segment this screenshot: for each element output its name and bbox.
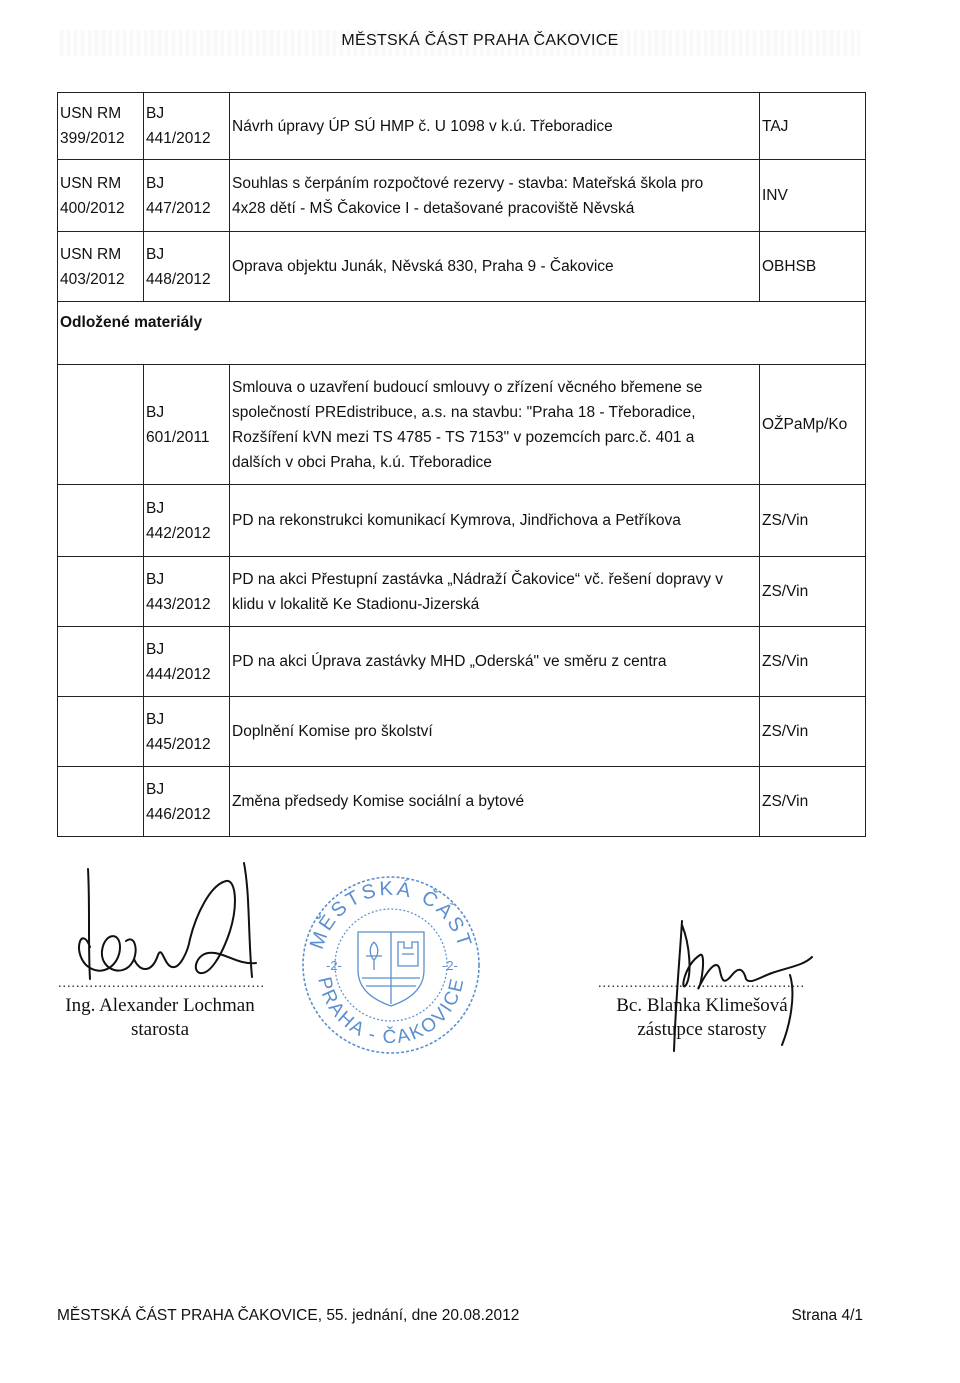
stamp-bottom-text: PRAHA - ČAKOVICE (313, 975, 469, 1049)
material-number: BJ 445/2012 (144, 697, 230, 767)
empty-cell (58, 485, 144, 557)
signature-line-left: .............................................. (58, 976, 265, 991)
footer-meeting-info: MĚSTSKÁ ČÁST PRAHA ČAKOVICE, 55. jednání, dne 20.08.2012 (57, 1307, 520, 1324)
empty-cell (58, 557, 144, 627)
responsible-dept: INV (760, 160, 866, 232)
table-row (58, 365, 866, 485)
coat-of-arms-icon (358, 932, 424, 1006)
table-row (58, 767, 866, 837)
material-number: BJ 446/2012 (144, 767, 230, 837)
responsible-dept: OŽPaMp/Ko (760, 365, 866, 485)
table-row (58, 557, 866, 627)
responsible-dept: ZS/Vin (760, 697, 866, 767)
responsible-dept: ZS/Vin (760, 627, 866, 697)
material-number: BJ 444/2012 (144, 627, 230, 697)
empty-cell (58, 365, 144, 485)
table-row (58, 93, 866, 160)
stamp-left-mark: -2- (326, 958, 342, 973)
empty-cell (58, 697, 144, 767)
responsible-dept: ZS/Vin (760, 767, 866, 837)
material-number: BJ 442/2012 (144, 485, 230, 557)
material-number: BJ 448/2012 (144, 232, 230, 302)
item-description: PD na rekonstrukci komunikací Kymrova, Jindřichova a Petříkova (230, 485, 760, 557)
empty-cell (58, 767, 144, 837)
item-description: PD na akci Přestupní zastávka „Nádraží Čakovice“ vč. řešení dopravy v klidu v lokalitě Ke Stadionu-Jizerská (230, 557, 760, 627)
responsible-dept: TAJ (760, 93, 866, 160)
resolution-number: USN RM 399/2012 (58, 93, 144, 160)
section-title: Odložené materiály (58, 302, 866, 365)
official-stamp (296, 870, 486, 1060)
item-description: Souhlas s čerpáním rozpočtové rezervy - stavba: Mateřská škola pro 4x28 dětí - MŠ Čakovice I - detašované pracoviště Něvská (230, 160, 760, 232)
deputy-name: Bc. Blanka Klimešová (616, 995, 788, 1016)
signatory-left (40, 994, 280, 1042)
item-description: Oprava objektu Junák, Něvská 830, Praha 9 - Čakovice (230, 232, 760, 302)
mayor-handwritten-signature (60, 855, 270, 985)
mayor-role: starosta (130, 1019, 190, 1040)
signature-line-right: .............................................. (598, 976, 805, 991)
resolution-number: USN RM 403/2012 (58, 232, 144, 302)
page-header: MĚSTSKÁ ČÁST PRAHA ČAKOVICE (341, 32, 619, 49)
item-description: Smlouva o uzavření budoucí smlouvy o zřízení věcného břemene se společností PREdistribuce, a.s. na stavbu: "Praha 18 - Třeboradice, Rozšíření kVN mezi TS 4785 - TS 7153" v pozemcích parc.č. 401 a dalších v obci Praha, k.ú. Třeboradice (230, 365, 760, 485)
item-description: Doplnění Komise pro školství (230, 697, 760, 767)
responsible-dept: ZS/Vin (760, 557, 866, 627)
table-row (58, 232, 866, 302)
table-row (58, 160, 866, 232)
stamp-top-text: MĚSTSKÁ ČÁST (305, 877, 477, 953)
section-row (58, 302, 866, 365)
stamp-right-mark: -2- (442, 958, 458, 973)
table-row (58, 697, 866, 767)
agenda-table (57, 92, 866, 837)
material-number: BJ 447/2012 (144, 160, 230, 232)
item-description: Návrh úpravy ÚP SÚ HMP č. U 1098 v k.ú. Třeboradice (230, 93, 760, 160)
responsible-dept: ZS/Vin (760, 485, 866, 557)
material-number: BJ 443/2012 (144, 557, 230, 627)
empty-cell (58, 627, 144, 697)
resolution-number: USN RM 400/2012 (58, 160, 144, 232)
responsible-dept: OBHSB (760, 232, 866, 302)
material-number: BJ 441/2012 (144, 93, 230, 160)
material-number: BJ 601/2011 (144, 365, 230, 485)
item-description: PD na akci Úprava zastávky MHD „Oderská" ve směru z centra (230, 627, 760, 697)
table-row (58, 485, 866, 557)
mayor-name: Ing. Alexander Lochman (65, 995, 255, 1016)
item-description: Změna předsedy Komise sociální a bytové (230, 767, 760, 837)
deputy-role: zástupce starosty (637, 1019, 767, 1040)
footer-page-number: Strana 4/1 (791, 1307, 863, 1324)
table-row (58, 627, 866, 697)
signatory-right (582, 994, 822, 1042)
